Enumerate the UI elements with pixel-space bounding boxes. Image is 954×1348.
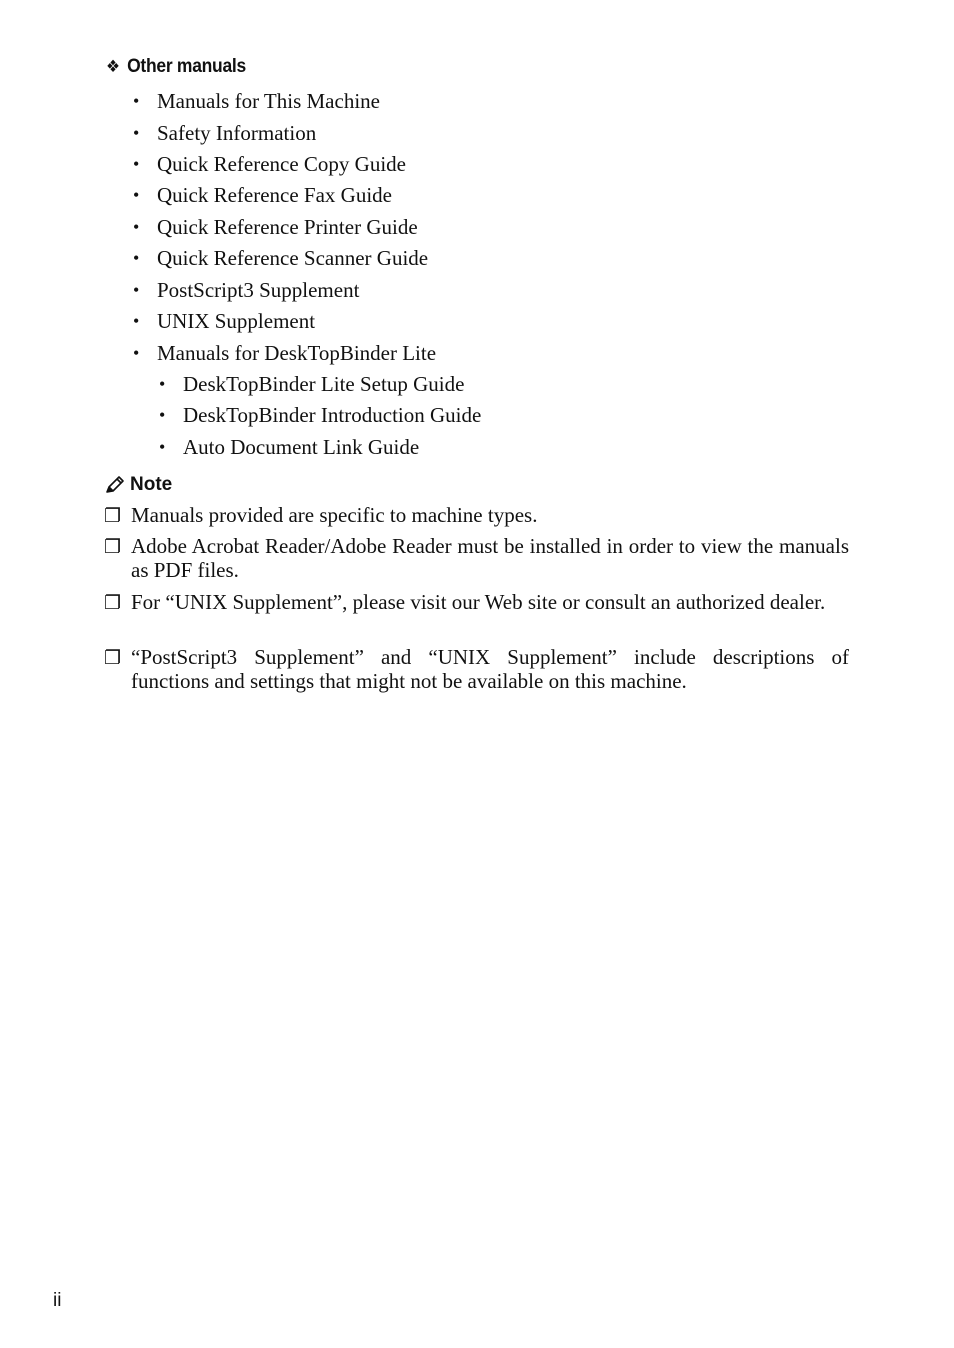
sub-list-item — [159, 403, 482, 427]
list-item — [133, 278, 360, 302]
list-item-label: Safety Information — [157, 121, 317, 145]
list-item-label: DeskTopBinder Introduction Guide — [183, 403, 482, 427]
bullet-icon: • — [159, 405, 166, 425]
checkbox-square-icon: ❐ — [104, 648, 122, 669]
list-item — [133, 341, 437, 365]
note-text: For “UNIX Supplement”, please visit our Web site or consult an authorized dealer. — [131, 590, 826, 614]
note-item — [104, 590, 849, 614]
note-title: Note — [130, 474, 173, 495]
section-title: Other manuals — [127, 56, 246, 77]
bullet-icon: • — [133, 280, 140, 300]
bullet-icon: • — [133, 248, 140, 268]
sub-list-item — [159, 435, 420, 459]
list-item-label: Quick Reference Fax Guide — [157, 183, 392, 207]
checkbox-square-icon: ❐ — [104, 593, 122, 614]
bullet-icon: • — [133, 91, 140, 111]
bullet-icon: • — [133, 185, 140, 205]
list-item — [133, 246, 429, 270]
bullet-icon: • — [133, 311, 140, 331]
bullet-icon: • — [133, 217, 140, 237]
note-item — [104, 645, 849, 693]
note-item — [104, 534, 849, 582]
list-item — [133, 89, 380, 113]
page-number: ii — [53, 1290, 62, 1311]
list-item-label: PostScript3 Supplement — [157, 278, 360, 302]
note-heading — [104, 474, 172, 496]
bullet-icon: • — [133, 343, 140, 363]
note-text: “PostScript3 Supplement” and “UNIX Supplement” include descriptions of functions and settings that might not be available on this machine. — [131, 645, 849, 693]
list-item-label: Auto Document Link Guide — [183, 435, 420, 459]
list-item-label: Manuals for DeskTopBinder Lite — [157, 341, 437, 365]
section-heading — [106, 56, 246, 78]
diamond-bullet-icon: ❖ — [106, 57, 120, 76]
note-text: Adobe Acrobat Reader/Adobe Reader must be installed in order to view the manuals as PDF files. — [131, 534, 849, 582]
bullet-icon: • — [133, 154, 140, 174]
note-item — [104, 503, 849, 527]
pencil-icon — [104, 475, 126, 495]
list-item-label: UNIX Supplement — [157, 309, 316, 333]
list-item-label: DeskTopBinder Lite Setup Guide — [183, 372, 465, 396]
list-item — [133, 215, 418, 239]
checkbox-square-icon: ❐ — [104, 506, 122, 527]
list-item — [133, 183, 392, 207]
list-item — [133, 121, 317, 145]
list-item-label: Quick Reference Copy Guide — [157, 152, 406, 176]
list-item — [133, 309, 316, 333]
list-item-label: Quick Reference Scanner Guide — [157, 246, 429, 270]
list-item — [133, 152, 406, 176]
bullet-icon: • — [133, 123, 140, 143]
sub-list-item — [159, 372, 465, 396]
checkbox-square-icon: ❐ — [104, 537, 122, 558]
note-text: Manuals provided are specific to machine types. — [131, 503, 538, 527]
list-item-label: Manuals for This Machine — [157, 89, 380, 113]
bullet-icon: • — [159, 374, 166, 394]
bullet-icon: • — [159, 437, 166, 457]
list-item-label: Quick Reference Printer Guide — [157, 215, 418, 239]
